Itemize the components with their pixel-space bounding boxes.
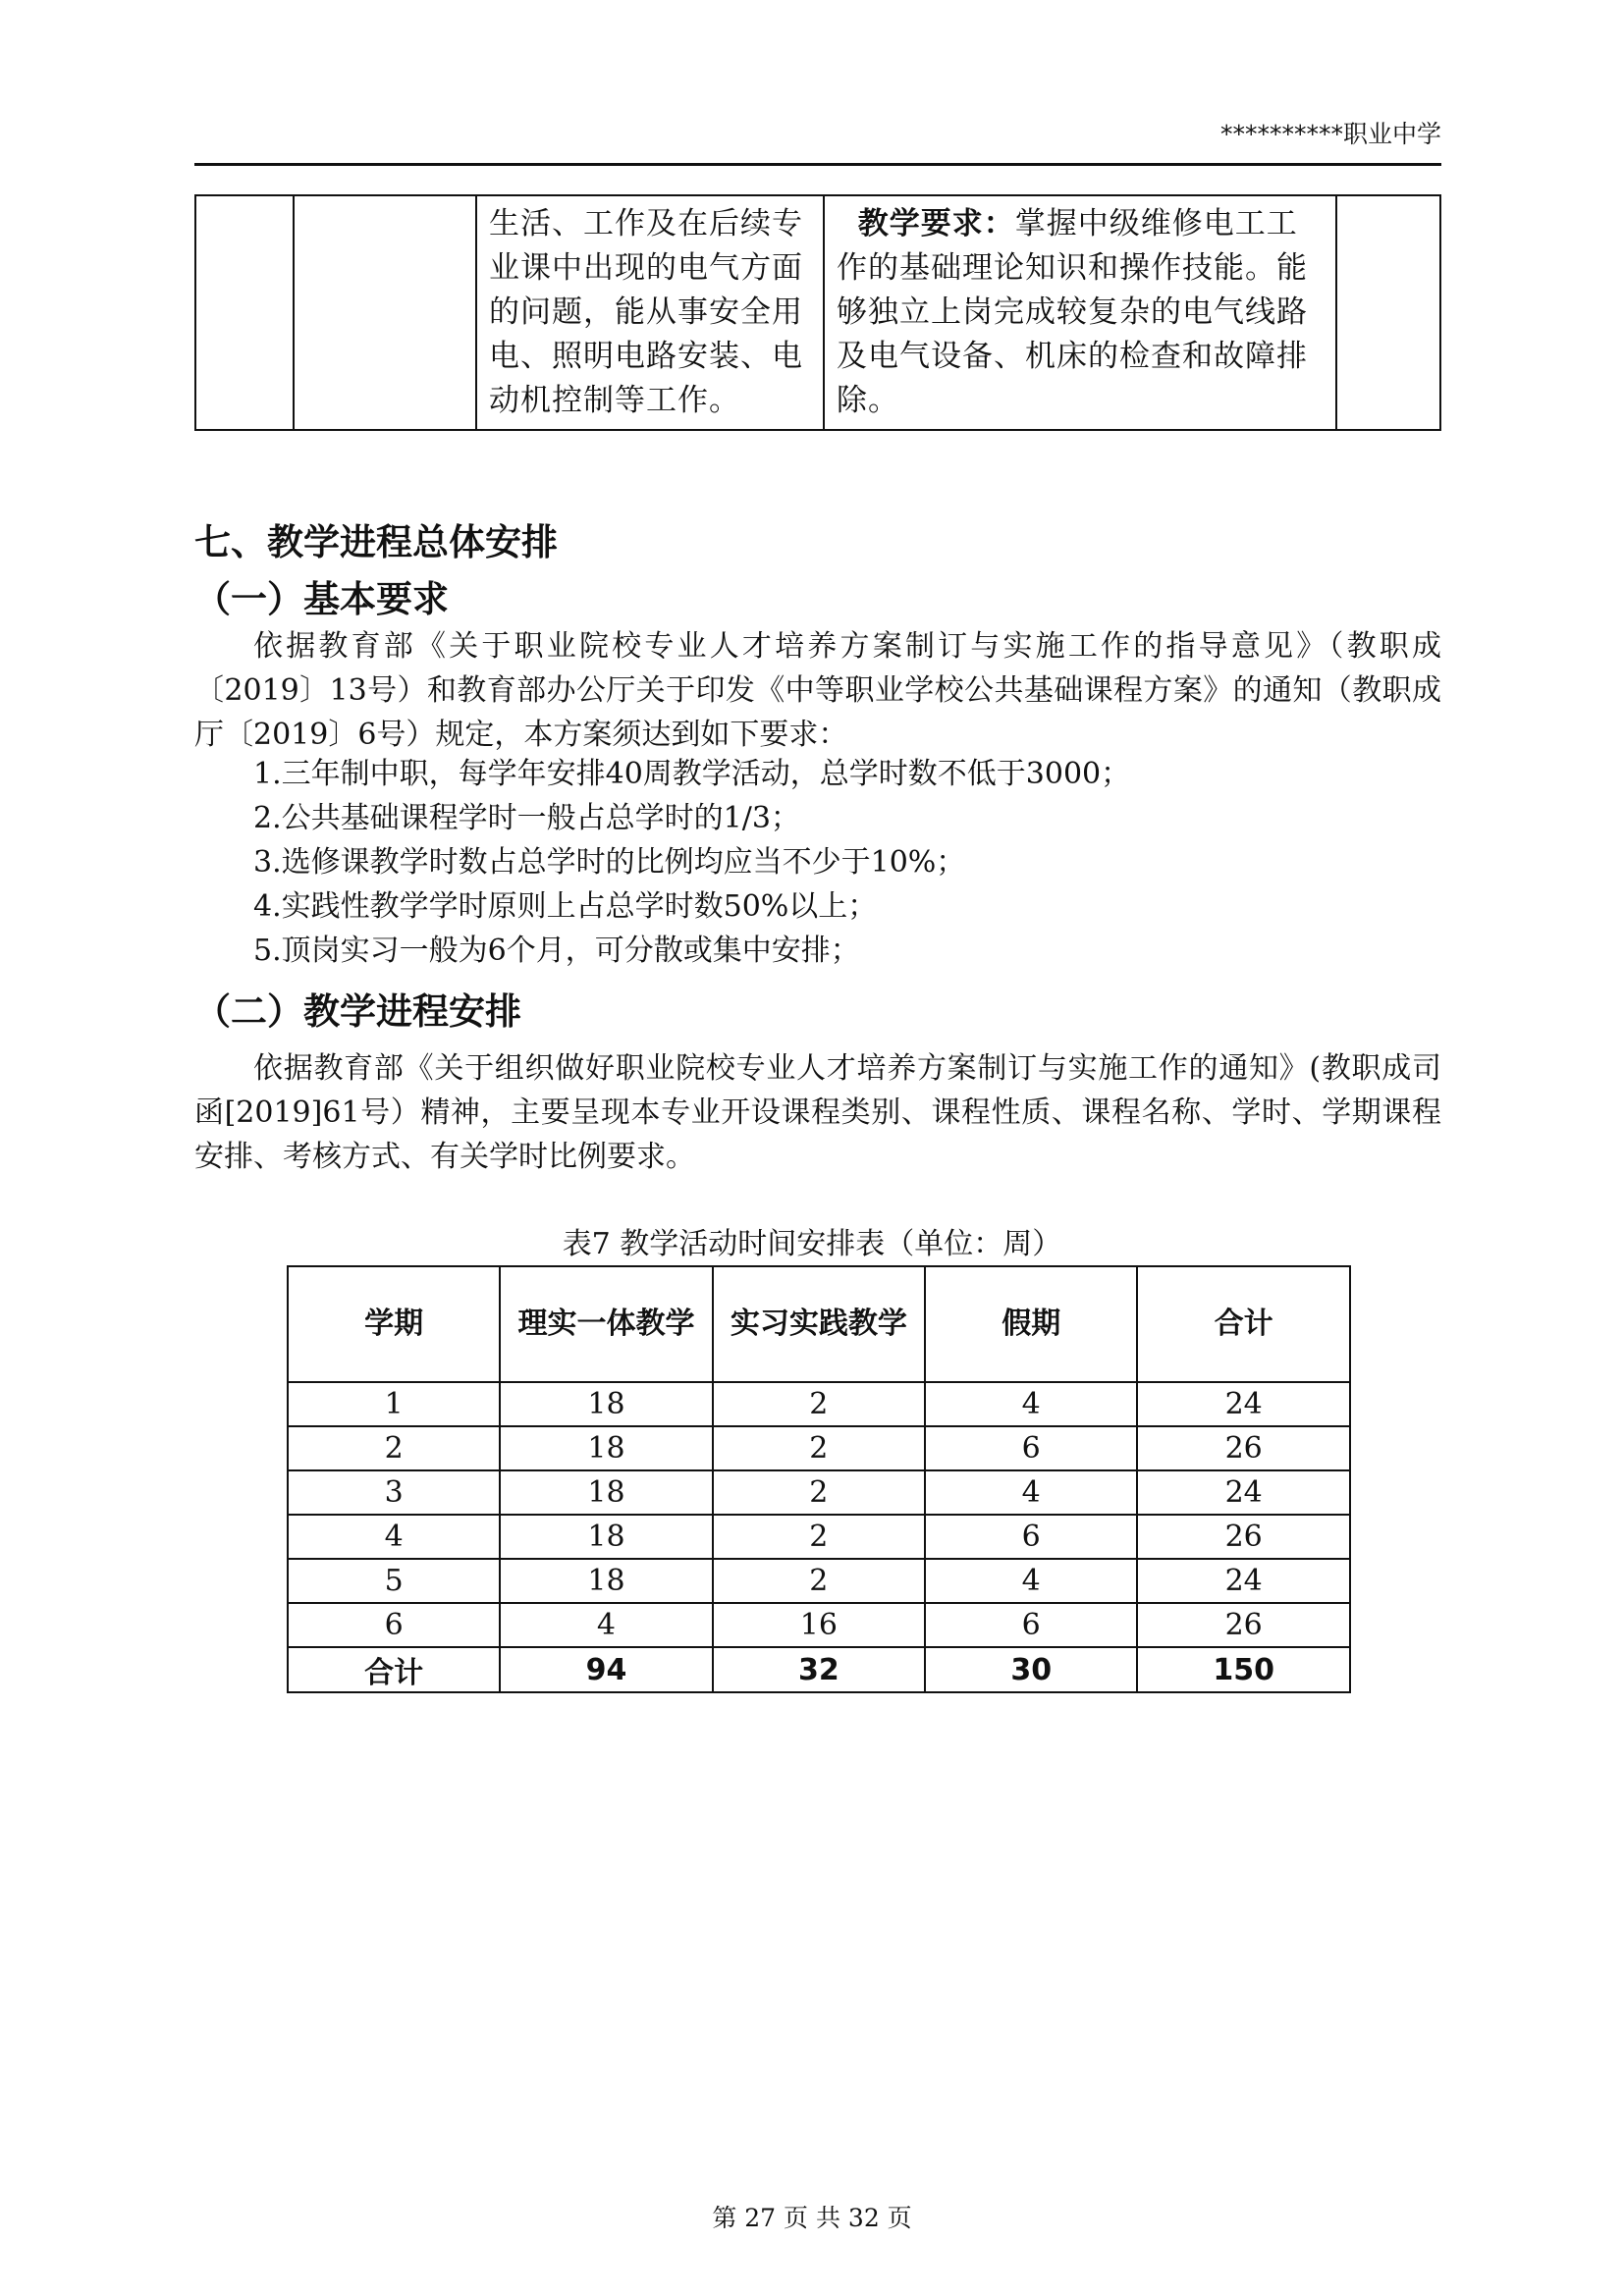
table-row — [288, 1426, 1350, 1470]
table-cell — [1336, 195, 1440, 430]
table-cell: 26 — [1137, 1515, 1350, 1559]
table-cell: 5 — [288, 1559, 500, 1603]
paragraph-basic: 依据教育部《关于职业院校专业人才培养方案制订与实施工作的指导意见》（教职成〔2019〕13号）和教育部办公厅关于印发《中等职业学校公共基础课程方案》的通知（教职成厅〔2019〕6号）规定，本方案须达到如下要求： — [194, 629, 1441, 752]
subsection-title-basic: （一）基本要求 — [194, 578, 449, 620]
header-school-name: **********职业中学 — [1219, 120, 1441, 148]
table-cell: 6 — [925, 1603, 1137, 1647]
table-cell: 30 — [925, 1647, 1137, 1692]
table-cell: 1 — [288, 1382, 500, 1426]
table-cell: 4 — [925, 1470, 1137, 1515]
table-cell: 6 — [925, 1515, 1137, 1559]
table-cell: 6 — [925, 1426, 1137, 1470]
table-cell: 24 — [1137, 1470, 1350, 1515]
table-cell — [195, 195, 294, 430]
table-cell: 24 — [1137, 1382, 1350, 1426]
table-cell: 2 — [713, 1470, 925, 1515]
table-cell: 合计 — [288, 1647, 500, 1692]
page-number: 第 27 页 共 32 页 — [712, 2204, 912, 2232]
column-header: 合计 — [1137, 1266, 1350, 1382]
table-cell: 26 — [1137, 1603, 1350, 1647]
section-title: 七、教学进程总体安排 — [194, 521, 558, 563]
table-cell: 150 — [1137, 1647, 1350, 1692]
table-cell: 4 — [500, 1603, 712, 1647]
table-cell: 2 — [288, 1426, 500, 1470]
table-cell: 4 — [925, 1559, 1137, 1603]
table-cell: 16 — [713, 1603, 925, 1647]
table-row — [195, 195, 1440, 430]
table-row — [288, 1382, 1350, 1426]
table-cell: 2 — [713, 1426, 925, 1470]
column-header: 假期 — [925, 1266, 1137, 1382]
list-item: 5.顶岗实习一般为6个月，可分散或集中安排； — [253, 934, 860, 968]
table-cell: 32 — [713, 1647, 925, 1692]
requirement-text: 掌握中级维修电工工作的基础理论知识和操作技能。能够独立上岗完成较复杂的电气线路及电气设备、机床的检查和故障排除。 — [837, 206, 1308, 418]
table-row — [288, 1603, 1350, 1647]
table-cell: 18 — [500, 1426, 712, 1470]
column-header: 实习实践教学 — [713, 1266, 925, 1382]
table-cell: 2 — [713, 1559, 925, 1603]
table-cell: 18 — [500, 1515, 712, 1559]
table-cell: 2 — [713, 1382, 925, 1426]
table-cell: 26 — [1137, 1426, 1350, 1470]
table-cell-description: 生活、工作及在后续专业课中出现的电气方面的问题，能从事安全用电、照明电路安装、电动机控制等工作。 — [476, 195, 824, 430]
table-total-row — [288, 1647, 1350, 1692]
table-cell: 94 — [500, 1647, 712, 1692]
table-row — [288, 1470, 1350, 1515]
table-cell: 18 — [500, 1559, 712, 1603]
requirement-label: 教学要求： — [857, 206, 1015, 241]
header-rule — [194, 163, 1441, 166]
teaching-schedule-table — [287, 1265, 1351, 1693]
table-cell: 4 — [288, 1515, 500, 1559]
table-cell-requirement — [824, 195, 1336, 430]
table-cell: 3 — [288, 1470, 500, 1515]
table-cell: 4 — [925, 1382, 1137, 1426]
list-item: 2.公共基础课程学时一般占总学时的1/3； — [253, 801, 800, 835]
table-caption: 表7 教学活动时间安排表（单位：周） — [562, 1227, 1062, 1261]
list-item: 3.选修课教学时数占总学时的比例均应当不少于10%； — [253, 845, 966, 880]
list-item: 1.三年制中职，每学年安排40周教学活动，总学时数不低于3000； — [253, 757, 1131, 791]
table-cell — [294, 195, 476, 430]
subsection-title-schedule: （二）教学进程安排 — [194, 990, 521, 1033]
table-cell: 6 — [288, 1603, 500, 1647]
table-cell: 18 — [500, 1470, 712, 1515]
continued-table — [194, 194, 1441, 431]
paragraph-schedule: 依据教育部《关于组织做好职业院校专业人才培养方案制订与实施工作的通知》(教职成司函[2019]61号）精神，主要呈现本专业开设课程类别、课程性质、课程名称、学时、学期课程安排、考核方式、有关学时比例要求。 — [194, 1051, 1441, 1174]
column-header: 学期 — [288, 1266, 500, 1382]
column-header: 理实一体教学 — [500, 1266, 712, 1382]
requirements-list — [253, 752, 1130, 973]
table-cell: 18 — [500, 1382, 712, 1426]
table-cell: 2 — [713, 1515, 925, 1559]
table-row — [288, 1515, 1350, 1559]
table-cell: 24 — [1137, 1559, 1350, 1603]
table-header-row — [288, 1266, 1350, 1382]
table-row — [288, 1559, 1350, 1603]
list-item: 4.实践性教学学时原则上占总学时数50%以上； — [253, 889, 878, 924]
